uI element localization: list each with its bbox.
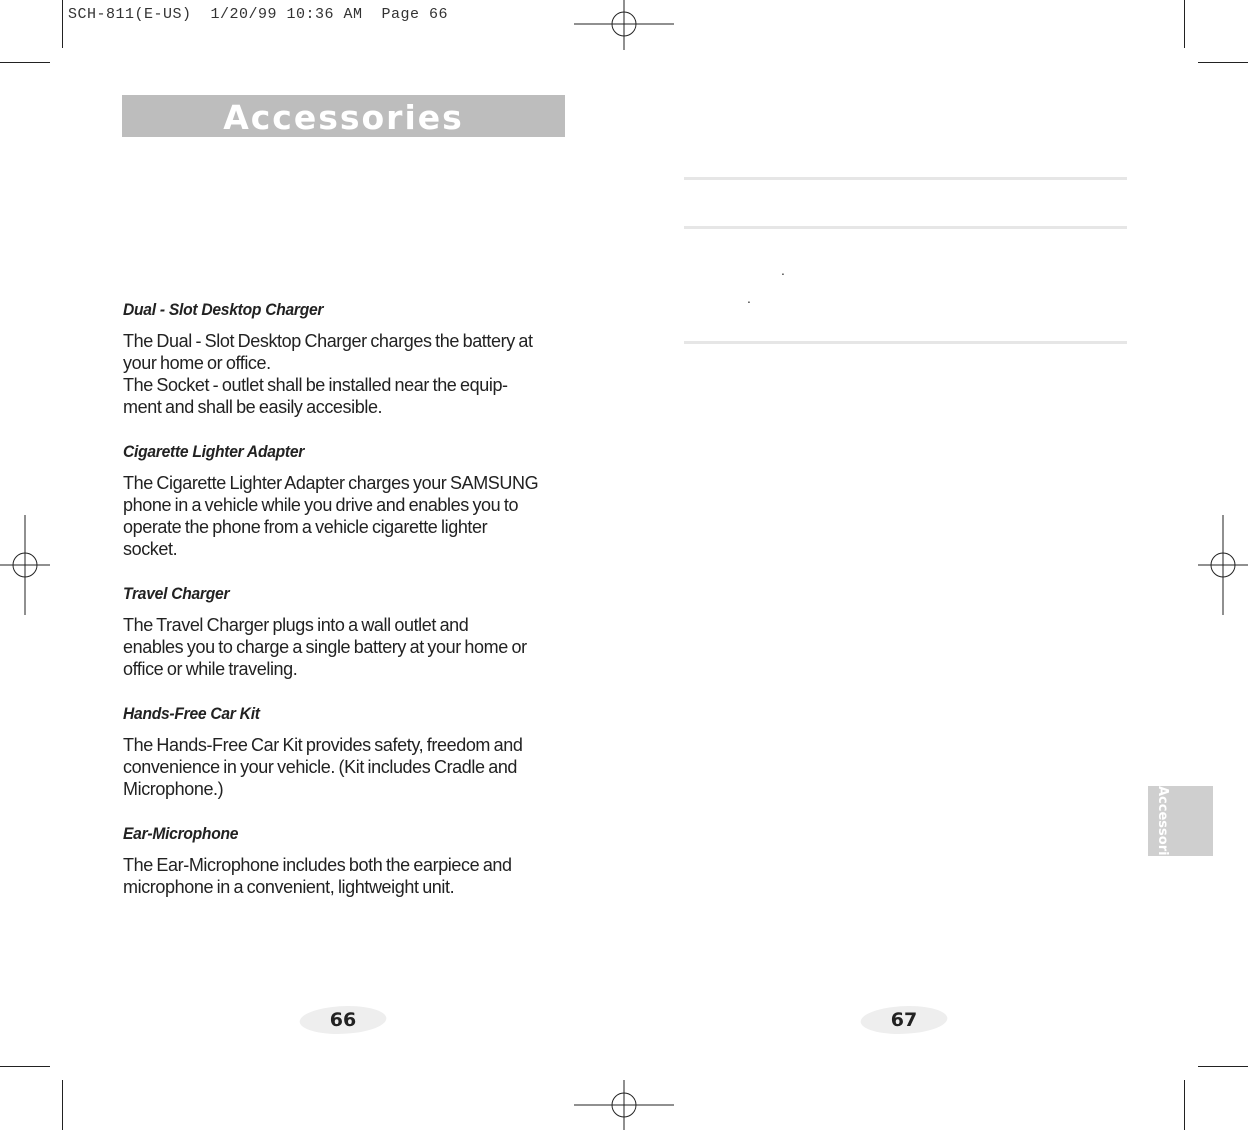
body-line: The Ear-Microphone includes both the earpiece and: [123, 855, 512, 875]
body-line: convenience in your vehicle. (Kit includes Cradle and: [123, 757, 518, 777]
body-line: The Hands-Free Car Kit provides safety, freedom and: [123, 735, 523, 755]
body-line: operate the phone from a vehicle cigarette lighter: [123, 517, 488, 537]
crop-mark-bottom-right-v: [1184, 1080, 1185, 1130]
section-heading: Cigarette Lighter Adapter: [123, 442, 305, 461]
crop-mark-bottom-left-h: [0, 1066, 50, 1067]
page-title-bar: [122, 95, 565, 137]
body-line: ment and shall be easily accesible.: [123, 397, 383, 417]
body-line: The Cigarette Lighter Adapter charges your SAMSUNG: [123, 473, 539, 493]
divider-line: [684, 226, 1127, 229]
registration-mark-top-icon: [574, 0, 674, 50]
accessory-hands-free-car-kit: [123, 704, 568, 800]
section-body: [123, 472, 568, 560]
registration-mark-bottom-icon: [574, 1080, 674, 1130]
accessory-cigarette-lighter-adapter: [123, 442, 568, 560]
body-line: enables you to charge a single battery at your home or: [123, 637, 527, 657]
crop-mark-bottom-right-h: [1198, 1066, 1248, 1067]
accessory-travel-charger: [123, 584, 568, 680]
divider-line: [684, 341, 1127, 344]
body-line: Microphone.): [123, 779, 224, 799]
crop-mark-top-right-h: [1198, 62, 1248, 63]
section-body: [123, 330, 568, 418]
section-heading: Ear-Microphone: [123, 824, 239, 843]
body-line: microphone in a convenient, lightweight unit.: [123, 877, 455, 897]
text-dot: .: [747, 290, 751, 306]
crop-mark-bottom-left-v: [62, 1080, 63, 1130]
section-body: [123, 614, 568, 680]
body-line: The Dual - Slot Desktop Charger charges the battery at: [123, 331, 533, 351]
section-body: [123, 734, 568, 800]
accessory-dual-slot-charger: [123, 300, 568, 418]
crop-mark-top-left-v: [62, 0, 63, 48]
accessory-list: [123, 300, 568, 922]
body-line: phone in a vehicle while you drive and enables you to: [123, 495, 519, 515]
crop-mark-top-right-v: [1184, 0, 1185, 48]
section-heading: Hands-Free Car Kit: [123, 704, 260, 723]
body-line: The Travel Charger plugs into a wall outlet and: [123, 615, 469, 635]
accessory-ear-microphone: [123, 824, 568, 898]
side-tab-label: Accessories: [1155, 786, 1170, 873]
crop-mark-top-left-h: [0, 62, 50, 63]
section-heading: Travel Charger: [123, 584, 230, 603]
page-number-left: 66: [300, 1006, 386, 1034]
page-number-right: 67: [861, 1006, 947, 1034]
body-line: your home or office.: [123, 353, 271, 373]
registration-mark-left-icon: [0, 515, 50, 615]
section-heading: Dual - Slot Desktop Charger: [123, 300, 324, 319]
divider-line: [684, 177, 1127, 180]
section-body: [123, 854, 568, 898]
print-slug: SCH-811(E-US) 1/20/99 10:36 AM Page 66: [68, 6, 449, 23]
body-line: The Socket - outlet shall be installed near the equip-: [123, 375, 508, 395]
body-line: office or while traveling.: [123, 659, 298, 679]
text-dot: .: [781, 262, 785, 278]
body-line: socket.: [123, 539, 178, 559]
registration-mark-right-icon: [1198, 515, 1248, 615]
page-title: Accessories: [223, 97, 464, 137]
